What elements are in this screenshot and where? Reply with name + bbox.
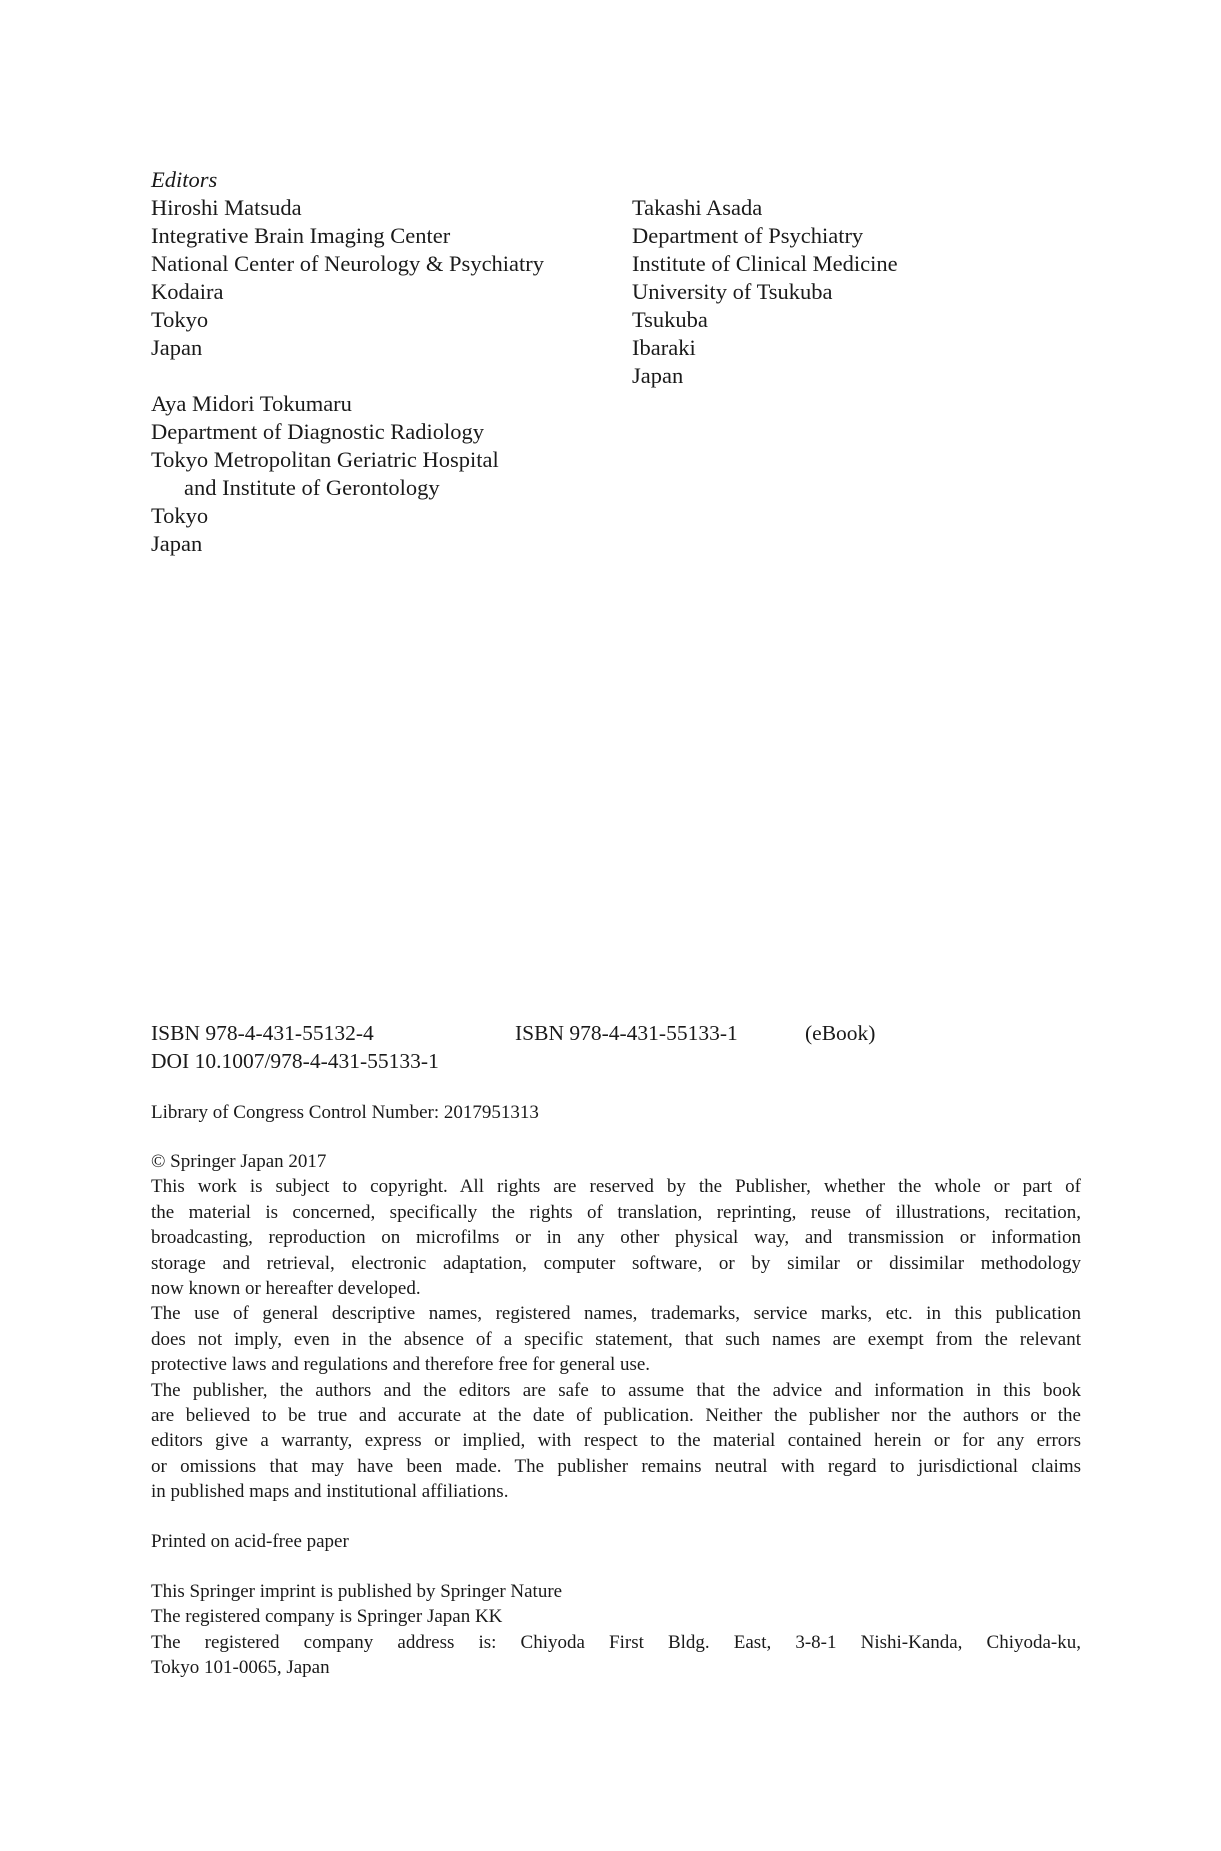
legal-paragraph (151, 1301, 1081, 1377)
editor-affiliation: National Center of Neurology & Psychiatry (151, 251, 545, 276)
editor-country: Japan (151, 335, 203, 360)
editor-2 (632, 194, 898, 390)
paragraph-line: storage and retrieval, electronic adaptation, computer software, or by similar or dissimilar methodology (151, 1252, 1081, 1274)
editor-city: Kodaira (151, 279, 224, 304)
editor-affiliation: Institute of Clinical Medicine (632, 251, 898, 276)
printed-note: Printed on acid-free paper (151, 1531, 349, 1552)
paragraph-line: does not imply, even in the absence of a specific statement, that such names are exempt from the relevant (151, 1328, 1081, 1350)
paragraph-line: The publisher, the authors and the editors are safe to assume that the advice and information in this book (151, 1379, 1081, 1401)
editor-affiliation: and Institute of Gerontology (184, 475, 440, 500)
editor-affiliation: Tokyo Metropolitan Geriatric Hospital (151, 447, 499, 472)
editor-region: Ibaraki (632, 335, 696, 360)
editor-3 (151, 390, 544, 558)
copyright-block (151, 1149, 1081, 1505)
editors-heading: Editors (151, 167, 218, 192)
paragraph-line: This work is subject to copyright. All rights are reserved by the Publisher, whether the whole or part of (151, 1176, 1081, 1198)
paragraph-line: now known or hereafter developed. (151, 1278, 421, 1300)
editor-name: Hiroshi Matsuda (151, 195, 302, 220)
paragraph-line: are believed to be true and accurate at the date of publication. Neither the publisher nor the authors or the (151, 1405, 1081, 1427)
editors-left-column (151, 166, 544, 558)
editor-city: Tsukuba (632, 307, 708, 332)
editor-city: Tokyo (151, 503, 209, 528)
paragraph-line: broadcasting, reproduction on microfilms or in any other physical way, and transmission or information (151, 1227, 1081, 1249)
address-line: The registered company address is: Chiyoda First Bldg. East, 3-8-1 Nishi-Kanda, Chiyoda-ku, (151, 1631, 1081, 1653)
editor-name: Aya Midori Tokumaru (151, 391, 352, 416)
ebook-label: (eBook) (805, 1021, 876, 1045)
doi: DOI 10.1007/978-4-431-55133-1 (151, 1049, 439, 1073)
address-line: Tokyo 101-0065, Japan (151, 1657, 330, 1679)
paragraph-line: editors give a warranty, express or implied, with respect to the material contained herein or for any errors (151, 1430, 1081, 1452)
paragraph-line: protective laws and regulations and therefore free for general use. (151, 1354, 651, 1376)
isbn-block (151, 1019, 1081, 1075)
editor-city: Tokyo (151, 307, 209, 332)
isbn-ebook: ISBN 978-4-431-55133-1 (515, 1021, 738, 1045)
editor-affiliation: Department of Psychiatry (632, 223, 864, 248)
imprint-block (151, 1579, 1081, 1681)
copyright-line: © Springer Japan 2017 (151, 1151, 327, 1172)
legal-paragraphs (151, 1174, 1081, 1504)
imprint-line: This Springer imprint is published by Springer Nature (151, 1581, 563, 1602)
paragraph-line: or omissions that may have been made. The publisher remains neutral with regard to jurisdictional claims (151, 1455, 1081, 1477)
editor-1 (151, 194, 544, 362)
legal-paragraph (151, 1174, 1081, 1301)
loc-number: Library of Congress Control Number: 2017951313 (151, 1102, 539, 1123)
isbn-print: ISBN 978-4-431-55132-4 (151, 1021, 374, 1045)
legal-paragraph (151, 1378, 1081, 1505)
paragraph-line: The use of general descriptive names, registered names, trademarks, service marks, etc. in this publication (151, 1303, 1081, 1325)
editor-affiliation: University of Tsukuba (632, 279, 833, 304)
editor-affiliation: Integrative Brain Imaging Center (151, 223, 451, 248)
editor-affiliation: Department of Diagnostic Radiology (151, 419, 485, 444)
paragraph-line: in published maps and institutional affiliations. (151, 1481, 509, 1503)
editor-name: Takashi Asada (632, 195, 763, 220)
editor-country: Japan (151, 531, 203, 556)
paragraph-line: the material is concerned, specifically the rights of translation, reprinting, reuse of illustrations, recitation, (151, 1201, 1081, 1223)
imprint-line: The registered company is Springer Japan KK (151, 1606, 503, 1628)
editor-country: Japan (632, 363, 684, 388)
